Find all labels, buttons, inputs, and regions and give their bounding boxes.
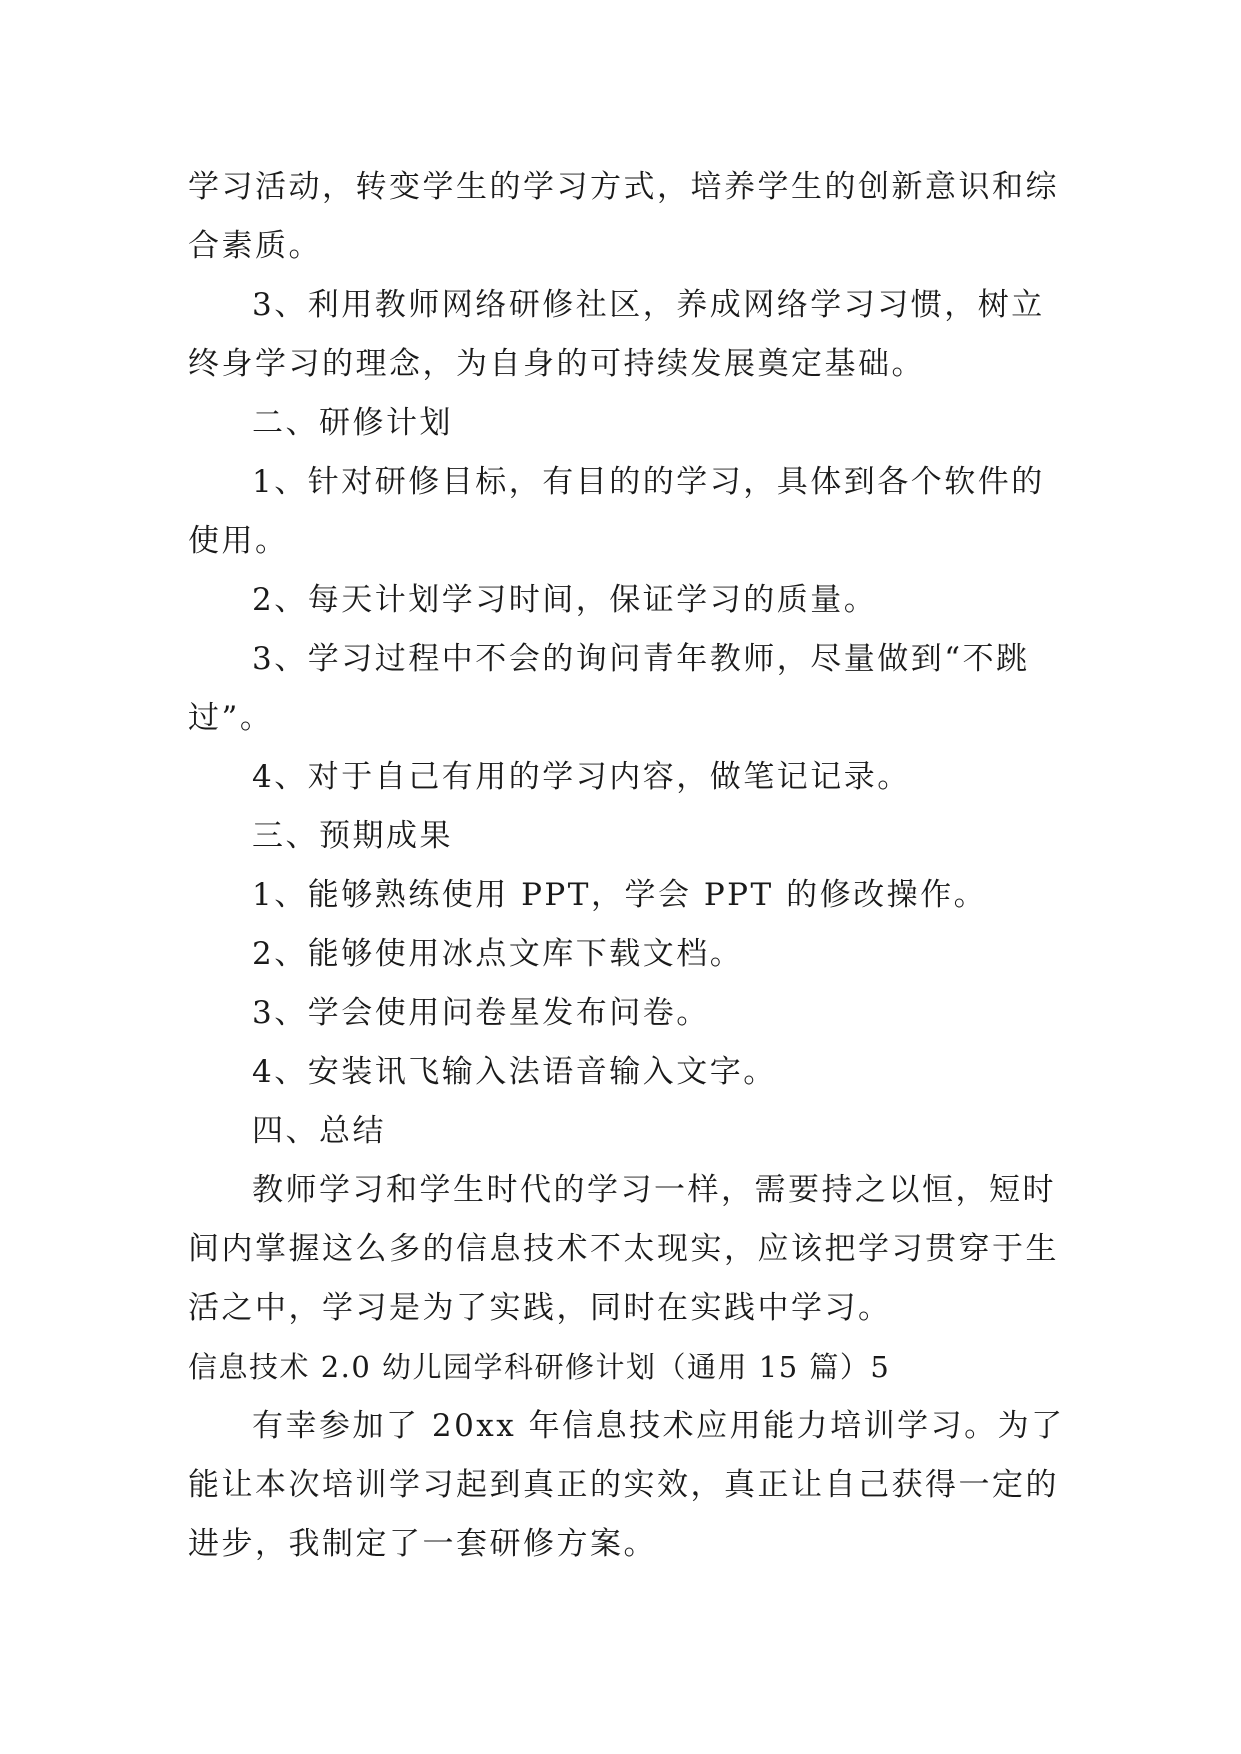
section-heading: 三、预期成果 bbox=[252, 818, 453, 854]
paragraph-line: 2、每天计划学习时间，保证学习的质量。 bbox=[252, 582, 878, 618]
paragraph-line: 教师学习和学生时代的学习一样，需要持之以恒，短时 bbox=[252, 1172, 1056, 1208]
paragraph-line: 使用。 bbox=[188, 523, 289, 559]
paragraph-line: 2、能够使用冰点文库下载文档。 bbox=[252, 936, 744, 972]
paragraph-line: 能让本次培训学习起到真正的实效，真正让自己获得一定的 bbox=[188, 1467, 1059, 1503]
paragraph-line: 3、学习过程中不会的询问青年教师，尽量做到“不跳 bbox=[252, 641, 1030, 677]
section-heading: 二、研修计划 bbox=[252, 405, 453, 441]
paragraph-line: 1、能够熟练使用 PPT，学会 PPT 的修改操作。 bbox=[252, 877, 988, 913]
paragraph-line: 终身学习的理念，为自身的可持续发展奠定基础。 bbox=[188, 346, 925, 382]
paragraph-line: 合素质。 bbox=[188, 228, 322, 264]
document-body bbox=[188, 158, 1065, 1574]
paragraph-line: 3、学会使用问卷星发布问卷。 bbox=[252, 995, 710, 1031]
paragraph-line: 1、针对研修目标，有目的的学习，具体到各个软件的 bbox=[252, 464, 1045, 500]
paragraph-line: 过”。 bbox=[188, 700, 274, 736]
paragraph-line: 间内掌握这么多的信息技术不太现实，应该把学习贯穿于生 bbox=[188, 1231, 1059, 1267]
section-heading: 四、总结 bbox=[252, 1113, 386, 1149]
paragraph-line: 有幸参加了 20xx 年信息技术应用能力培训学习。为了 bbox=[252, 1408, 1065, 1444]
article-title: 信息技术 2.0 幼儿园学科研修计划（通用 15 篇）5 bbox=[188, 1350, 891, 1384]
paragraph-line: 4、安装讯飞输入法语音输入文字。 bbox=[252, 1054, 777, 1090]
paragraph-line: 4、对于自己有用的学习内容，做笔记记录。 bbox=[252, 759, 911, 795]
paragraph-line: 学习活动，转变学生的学习方式，培养学生的创新意识和综 bbox=[188, 169, 1059, 205]
paragraph-line: 3、利用教师网络研修社区，养成网络学习习惯，树立 bbox=[252, 287, 1045, 323]
paragraph-line: 进步，我制定了一套研修方案。 bbox=[188, 1526, 657, 1562]
paragraph-line: 活之中，学习是为了实践，同时在实践中学习。 bbox=[188, 1290, 892, 1326]
